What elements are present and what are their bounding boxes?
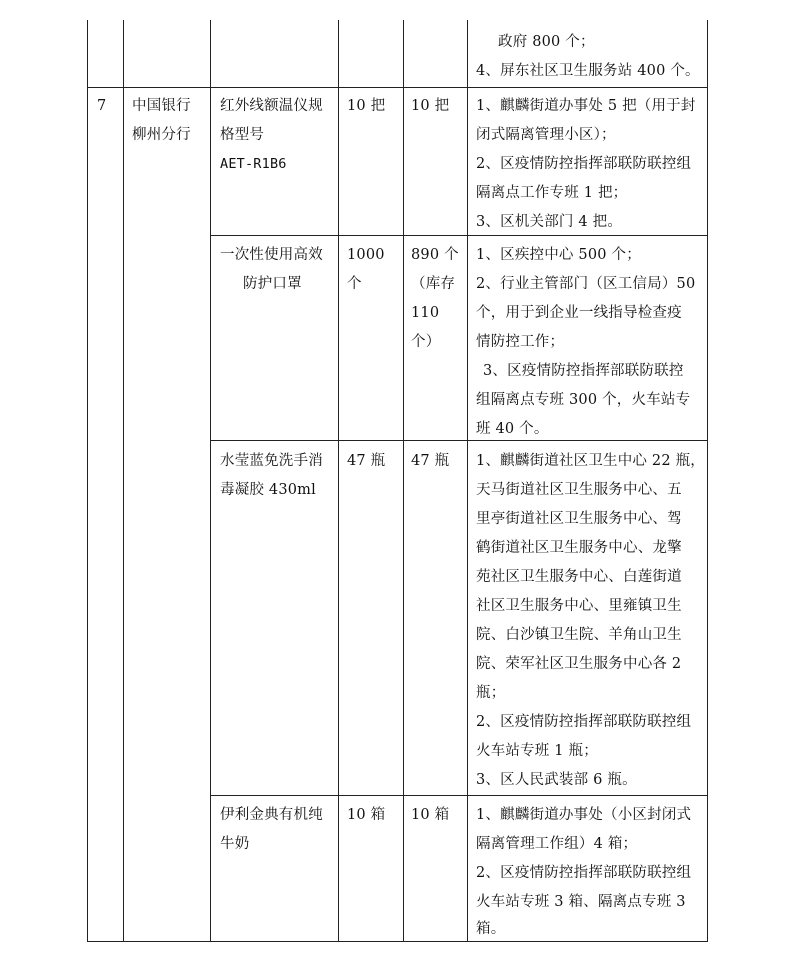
distribution-line: 隔离点工作专班 1 把； xyxy=(476,185,628,201)
distribution-line: 院、白沙镇卫生院、羊角山卫生 xyxy=(476,627,682,643)
distributed-quantity: 110 xyxy=(411,305,440,321)
distribution-line: 班 40 个。 xyxy=(476,421,549,437)
column-divider xyxy=(467,20,468,942)
distributed-quantity: 10 箱 xyxy=(411,807,450,823)
donated-quantity: 1000 xyxy=(347,247,385,263)
item-name-line: 毒凝胶 430ml xyxy=(220,482,316,498)
distribution-line: 2、区疫情防控指挥部联防联控组 xyxy=(476,714,692,730)
donated-quantity: 47 瓶 xyxy=(347,453,386,469)
distribution-line: 社区卫生服务中心、里雍镇卫生 xyxy=(476,598,682,614)
distribution-line: 1、麒麟街道办事处 5 把（用于封 xyxy=(476,98,696,114)
item-name-line: 伊利金典有机纯 xyxy=(220,807,323,823)
distribution-line: 3、区人民武装部 6 瓶。 xyxy=(476,772,637,788)
row-divider xyxy=(210,795,708,796)
distribution-line: 鹤街道社区卫生服务中心、龙擎 xyxy=(476,540,682,556)
row-number: 7 xyxy=(97,98,107,114)
item-name-line: 防护口罩 xyxy=(243,276,302,292)
distribution-line: 里亭街道社区卫生服务中心、驾 xyxy=(476,511,682,527)
donated-quantity: 10 把 xyxy=(347,98,386,114)
distribution-line: 4、屏东社区卫生服务站 400 个。 xyxy=(476,63,700,79)
distributed-quantity: （库存 xyxy=(411,276,456,292)
distribution-line: 院、荣军社区卫生服务中心各 2 xyxy=(476,656,682,672)
distribution-line: 情防控工作； xyxy=(476,334,565,350)
distributed-quantity: 个） xyxy=(411,334,441,350)
distribution-line: 火车站专班 1 瓶； xyxy=(476,743,598,759)
distribution-line: 1、麒麟街道社区卫生中心 22 瓶， xyxy=(476,453,705,469)
distribution-line: 瓶； xyxy=(476,685,506,701)
distribution-line: 1、区疾控中心 500 个； xyxy=(476,247,641,263)
distribution-line: 政府 800 个； xyxy=(498,34,595,50)
distribution-line: 个，用于到企业一线指导检查疫 xyxy=(476,305,682,321)
distributed-quantity: 890 个 xyxy=(411,247,459,263)
distribution-line: 火车站专班 3 箱、隔离点专班 3 xyxy=(476,894,686,910)
item-name-line: 格型号 xyxy=(220,127,265,143)
distribution-line: 1、麒麟街道办事处（小区封闭式 xyxy=(476,807,692,823)
column-divider xyxy=(338,20,339,942)
distributed-quantity: 47 瓶 xyxy=(411,453,450,469)
distributed-quantity: 10 把 xyxy=(411,98,450,114)
distribution-line: 3、区疫情防控指挥部联防联控 xyxy=(483,363,684,379)
item-name-line: 水莹蓝免洗手消 xyxy=(220,453,323,469)
distribution-line: 3、区机关部门 4 把。 xyxy=(476,214,623,230)
column-divider xyxy=(403,20,404,942)
row-divider xyxy=(87,87,708,88)
distribution-line: 闭式隔离管理小区）； xyxy=(476,127,616,143)
row-divider xyxy=(210,235,708,236)
distribution-line: 组隔离点专班 300 个，火车站专 xyxy=(476,392,691,408)
donor-line: 柳州分行 xyxy=(132,127,191,143)
distribution-line: 隔离管理工作组）4 箱； xyxy=(476,836,638,852)
item-name-line: 牛奶 xyxy=(220,836,250,852)
item-name-line: 红外线额温仪规 xyxy=(220,98,323,114)
distribution-line: 2、区疫情防控指挥部联防联控组 xyxy=(476,156,692,172)
column-divider xyxy=(123,20,124,942)
item-name-line: 一次性使用高效 xyxy=(220,247,323,263)
donor-line: 中国银行 xyxy=(132,98,191,114)
row-divider xyxy=(210,440,708,441)
distribution-line: 箱。 xyxy=(476,921,506,937)
distribution-line: 苑社区卫生服务中心、白莲街道 xyxy=(476,569,682,585)
distribution-line: 天马街道社区卫生服务中心、五 xyxy=(476,482,682,498)
distribution-line: 2、行业主管部门（区工信局）50 xyxy=(476,276,696,292)
distribution-line: 2、区疫情防控指挥部联防联控组 xyxy=(476,865,692,881)
donated-quantity: 个 xyxy=(347,276,362,292)
item-name-line: AET-R1B6 xyxy=(220,156,287,172)
column-divider xyxy=(210,20,211,942)
donated-quantity: 10 箱 xyxy=(347,807,386,823)
